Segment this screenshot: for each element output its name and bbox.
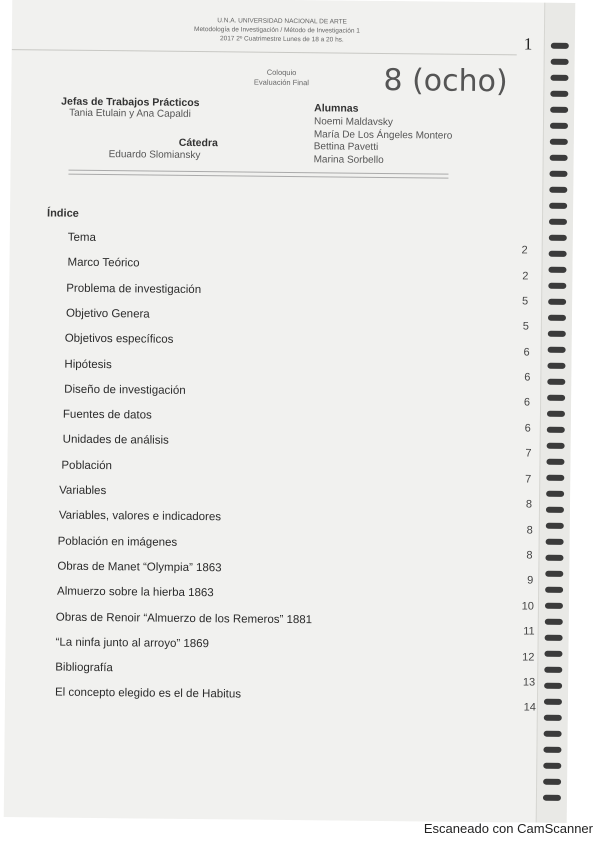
binding-ring — [544, 651, 562, 657]
toc-entry-label: Unidades de análisis — [62, 434, 169, 448]
binding-ring — [544, 683, 562, 689]
toc-entry-page: 6 — [524, 422, 531, 435]
binding-ring — [550, 155, 568, 161]
toc-entry-page: 9 — [527, 574, 534, 587]
chair-heading: Cátedra — [178, 136, 218, 150]
toc-entry-label: Problema de investigación — [66, 282, 202, 296]
binding-ring — [545, 571, 563, 577]
binding-ring — [547, 427, 565, 433]
toc-entry-page: 13 — [522, 676, 536, 689]
toc-entry-label: Tema — [67, 231, 96, 244]
page-number: 1 — [523, 34, 533, 54]
binding-ring — [546, 523, 564, 529]
toc-entry-label: El concepto elegido es el de Habitus — [54, 686, 242, 701]
binding-ring — [546, 491, 564, 497]
toc-entry-label: Población — [61, 459, 112, 472]
student-name: Marina Sorbello — [313, 154, 384, 166]
binding-ring — [548, 347, 566, 353]
binding-ring — [550, 139, 568, 145]
chair-name: Eduardo Slomiansky — [108, 149, 201, 162]
binding-ring — [550, 75, 568, 81]
binding-ring — [550, 123, 568, 129]
binding-ring — [543, 779, 561, 785]
toc-entry-page: 10 — [521, 600, 535, 613]
binding-ring — [549, 219, 567, 225]
binding-ring — [548, 299, 566, 305]
header-course: Metodología de Investigación / Método de Investigación 1 — [194, 25, 360, 35]
title-divider-bottom — [68, 174, 448, 179]
toc-entry-label: “La ninfa junto al arroyo” 1869 — [55, 636, 210, 650]
toc-entry-page: 6 — [523, 346, 530, 359]
binding-ring — [544, 731, 562, 737]
toc-entry-page: 2 — [522, 269, 529, 282]
toc-entry-label: Bibliografía — [55, 661, 113, 675]
binding-ring — [547, 395, 565, 401]
toc-entry-page: 6 — [524, 371, 531, 384]
binding-ring — [545, 603, 563, 609]
student-name: Bettina Pavetti — [313, 141, 379, 153]
binding-ring — [551, 43, 569, 49]
student-name: Noemi Maldavsky — [313, 116, 393, 129]
handwritten-grade: 8 (ocho) — [383, 62, 508, 100]
binding-ring — [549, 251, 567, 257]
toc-entry-label: Hipótesis — [64, 358, 112, 371]
binding-ring — [545, 555, 563, 561]
student-name: María De Los Ángeles Montero — [313, 129, 453, 142]
staff-heading: Jefas de Trabajos Prácticos — [61, 95, 200, 110]
toc-entry-label: Objetivo Genera — [65, 307, 150, 321]
toc-entry-page: 8 — [525, 498, 533, 511]
toc-entry-label: Obras de Renoir “Almuerzo de los Remeros” 1881 — [55, 611, 313, 626]
exam-type: Coloquio — [266, 67, 297, 78]
binding-ring — [546, 475, 564, 481]
toc-entry-page: 8 — [526, 549, 533, 562]
toc-entry-label: Objetivos específicos — [64, 332, 174, 346]
toc-entry-label: Marco Teórico — [67, 256, 140, 270]
staff-names: Tania Etulain y Ana Capaldi — [69, 107, 191, 120]
toc-entry-page: 12 — [522, 651, 535, 664]
toc-entry-page: 2 — [521, 244, 528, 257]
binding-ring — [545, 619, 563, 625]
binding-ring — [546, 539, 564, 545]
binding-ring — [550, 107, 568, 113]
toc-entry-label: Obras de Manet “Olympia” 1863 — [57, 560, 222, 575]
binding-ring — [543, 763, 561, 769]
binding-ring — [546, 507, 564, 513]
binding-ring — [543, 795, 561, 801]
binding-ring — [547, 363, 565, 369]
binding-ring — [551, 59, 569, 65]
toc-title: Índice — [46, 207, 79, 220]
students-heading: Alumnas — [314, 102, 359, 115]
exam-subtype: Evaluación Final — [253, 77, 309, 88]
toc-entry-label: Fuentes de datos — [62, 408, 152, 422]
toc-entry-page: 11 — [523, 625, 535, 638]
header-schedule: 2017 2º Cuatrimestre Lunes de 18 a 20 hs. — [219, 35, 344, 44]
spiral-binding — [536, 3, 576, 823]
binding-ring — [544, 667, 562, 673]
binding-ring — [547, 443, 565, 449]
binding-ring — [548, 315, 566, 321]
toc-entry-page: 7 — [525, 473, 532, 486]
binding-ring — [545, 587, 563, 593]
toc-entry-page: 6 — [523, 396, 531, 409]
toc-entry-page: 8 — [526, 523, 533, 537]
toc-entry-label: Población en imágenes — [57, 535, 178, 549]
binding-ring — [548, 331, 566, 337]
toc-entry-page: 5 — [522, 320, 529, 333]
binding-ring — [544, 699, 562, 705]
toc-entry-page: 5 — [521, 295, 529, 308]
header-divider — [12, 49, 517, 55]
binding-ring — [550, 91, 568, 97]
header-institution: U.N.A. UNIVERSIDAD NACIONAL DE ARTE — [217, 17, 347, 26]
binding-ring — [544, 715, 562, 721]
toc-entry-label: Variables, valores e indicadores — [58, 509, 222, 524]
binding-ring — [545, 635, 563, 641]
binding-ring — [543, 747, 561, 753]
scanner-watermark: Escaneado con CamScanner — [423, 821, 593, 836]
binding-ring — [549, 187, 567, 193]
binding-ring — [548, 267, 566, 273]
binding-ring — [549, 235, 567, 241]
toc-entry-page: 7 — [525, 447, 532, 460]
toc-entry-page: 14 — [523, 701, 536, 714]
binding-ring — [549, 203, 567, 209]
toc-entry-label: Variables — [59, 484, 107, 498]
toc-entry-label: Almuerzo sobre la hierba 1863 — [57, 585, 214, 600]
toc-entry-label: Diseño de investigación — [64, 383, 186, 397]
binding-ring — [547, 379, 565, 385]
binding-ring — [546, 459, 564, 465]
binding-ring — [548, 283, 566, 289]
document-page — [4, 0, 576, 823]
binding-ring — [549, 171, 567, 177]
binding-ring — [547, 411, 565, 417]
